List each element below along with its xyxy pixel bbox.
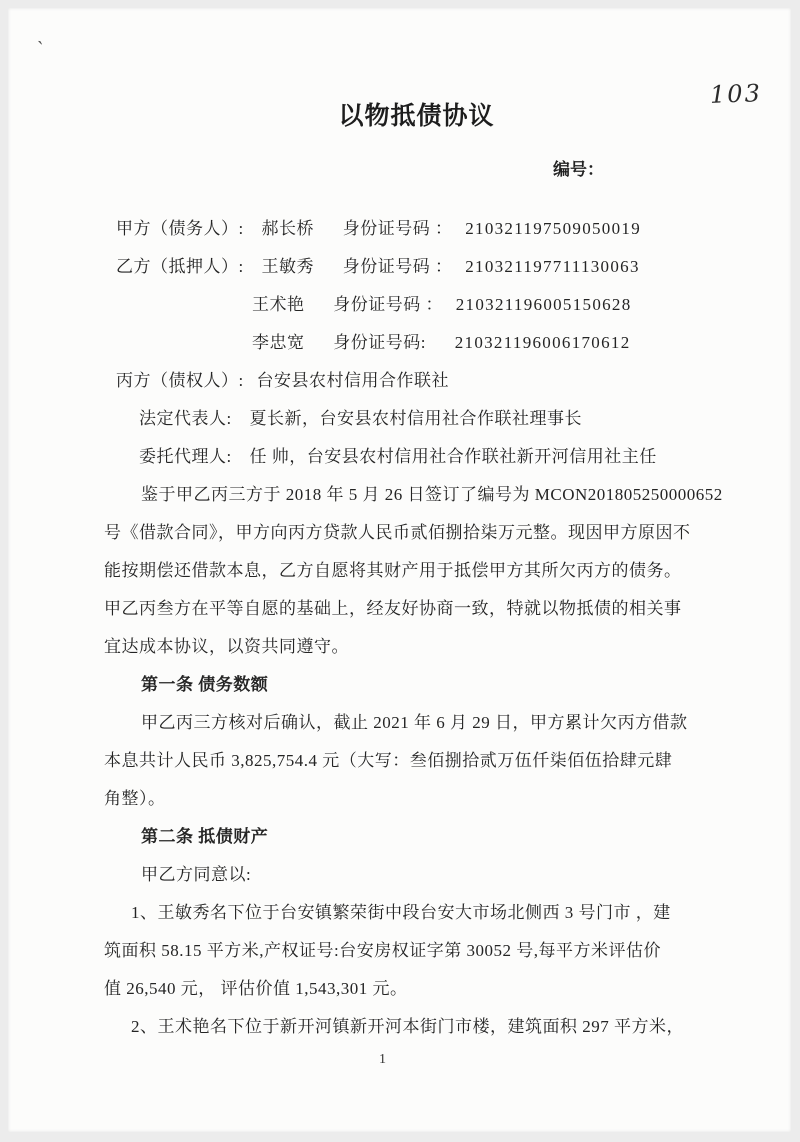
entrusted-agent-line [8, 438, 791, 476]
party-b3-name: 李忠宽 [252, 333, 305, 352]
entrusted-agent-label: 委托代理人: [139, 447, 232, 466]
party-a-id-label: 身份证号码 ： [342, 219, 453, 238]
party-b2-id-label: 身份证号码 ： [333, 295, 443, 314]
party-b3-id-number: 210321196006170612 [454, 333, 631, 352]
preamble-line-3: 能按期偿还借款本息，乙方自愿将其财产用于抵偿甲方其所欠丙方的债务。 [104, 561, 682, 580]
legal-representative-line [8, 400, 791, 438]
document-number-label: 编号： [553, 160, 604, 179]
document-body [8, 210, 791, 1046]
article-1-heading: 第一条 债务数额 [141, 675, 269, 694]
document-title: 以物抵债协议 [338, 103, 495, 130]
party-c-name: 台安县农村信用合作联社 [256, 371, 449, 390]
party-a-id-number: 210321197509050019 [465, 219, 642, 238]
party-b-line [8, 248, 791, 286]
page-number-footer: 1 [379, 1052, 386, 1067]
item-1-line-1: 1、王敏秀名下位于台安镇繁荣街中段台安大市场北侧西 3 号门市 ，建 [131, 903, 671, 922]
corner-page-number: 103 [709, 79, 763, 109]
article-2-heading: 第二条 抵债财产 [141, 827, 269, 846]
party-a-label: 甲方（债务人）: [116, 219, 244, 238]
legal-representative-value: 夏长新，台安县农村信用社合作联社理事长 [249, 409, 582, 428]
preamble-line-5: 宜达成本协议，以资共同遵守。 [104, 637, 349, 656]
party-c-label: 丙方（债权人）: [116, 371, 244, 390]
article-1-line-3: 角整）。 [104, 789, 166, 808]
party-b3-id-label: 身份证号码: [333, 333, 426, 352]
preamble-line-4: 甲乙丙叁方在平等自愿的基础上，经友好协商一致，特就以物抵债的相关事 [104, 599, 682, 618]
party-a-name: 郝长桥 [261, 219, 314, 238]
document-page [8, 8, 791, 1132]
party-b3-line [8, 324, 791, 362]
article-1-line-2: 本息共计人民币 3,825,754.4 元（大写：叁佰捌拾贰万伍仟柒佰伍拾肆元肆 [104, 751, 673, 770]
preamble-line-2: 号《借款合同》，甲方向丙方贷款人民币贰佰捌拾柒万元整。现因甲方原因不 [104, 523, 691, 542]
item-1-line-2: 筑面积 58.15 平方米,产权证号:台安房权证字第 30052 号,每平方米评估价 [104, 941, 661, 960]
item-2-line-1: 2、王术艳名下位于新开河镇新开河本街门市楼，建筑面积 297 平方米， [131, 1017, 684, 1036]
party-b2-line [8, 286, 791, 324]
stray-ink-mark: ` [34, 37, 45, 61]
item-1-line-3: 值 26,540 元， 评估价值 1,543,301 元。 [104, 979, 408, 998]
party-b-id-label: 身份证号码 ： [342, 257, 453, 276]
party-b2-name: 王术艳 [252, 295, 305, 314]
entrusted-agent-value: 任 帅，台安县农村信用社合作联社新开河信用社主任 [249, 447, 657, 466]
article-1-line-1: 甲乙丙三方核对后确认，截止 2021 年 6 月 29 日，甲方累计欠丙方借款 [141, 713, 688, 732]
party-b2-id-number: 210321196005150628 [455, 295, 632, 314]
article-2-intro: 甲乙方同意以: [141, 865, 252, 884]
party-b-name: 王敏秀 [261, 257, 314, 276]
party-b-id-number: 210321197711130063 [465, 257, 640, 276]
party-a-line [8, 210, 791, 248]
legal-representative-label: 法定代表人: [139, 409, 232, 428]
party-c-line [8, 362, 791, 400]
preamble-line-1: 鉴于甲乙丙三方于 2018 年 5 月 26 日签订了编号为 MCON201805250000652 [141, 485, 723, 504]
party-b-label: 乙方（抵押人）: [116, 257, 244, 276]
